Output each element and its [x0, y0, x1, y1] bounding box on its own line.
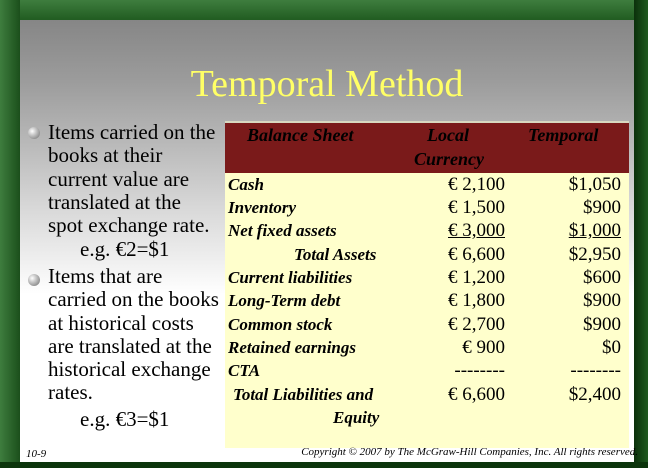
row-label-cash: Cash	[228, 175, 264, 194]
slide-title: Temporal Method	[190, 63, 464, 105]
frame-top-border	[0, 0, 648, 20]
page-number: 10-9	[26, 448, 47, 460]
row-label-cta: CTA	[228, 361, 261, 380]
header-currency: Currency	[414, 149, 485, 169]
row-label-total-assets: Total Assets	[294, 245, 377, 264]
row-local-current-liabilities: € 1,200	[448, 267, 505, 288]
header-balance-sheet: Balance Sheet	[247, 125, 354, 145]
row-label-net-fixed-assets: Net fixed assets	[228, 221, 337, 240]
row-local-cash: € 2,100	[448, 174, 505, 195]
row-temporal-current-liabilities: $600	[583, 267, 621, 288]
row-temporal-long-term-debt: $900	[583, 290, 621, 311]
bullet-icon	[28, 127, 40, 139]
row-temporal-total-liabilities-equity: $2,400	[568, 384, 621, 405]
slide-canvas	[20, 20, 634, 462]
bullet-icon	[28, 274, 40, 286]
bullet-example-2: e.g. €3=$1	[80, 407, 170, 431]
row-local-common-stock: € 2,700	[448, 314, 505, 335]
bullet-example-1: e.g. €2=$1	[80, 237, 170, 261]
row-local-total-assets: € 6,600	[448, 244, 505, 265]
bullet-text-2: Items that are carried on the books at historical costs are translated at the historical exchange rates.	[48, 264, 219, 405]
row-local-inventory: € 1,500	[448, 197, 505, 218]
frame-bottom-border	[0, 462, 648, 468]
balance-sheet-table	[225, 121, 629, 448]
row-temporal-common-stock: $900	[583, 314, 621, 335]
row-label-current-liabilities: Current liabilities	[228, 268, 353, 287]
row-label-inventory: Inventory	[228, 198, 296, 217]
row-label-common-stock: Common stock	[228, 315, 333, 334]
row-local-total-liabilities-equity: € 6,600	[448, 384, 505, 405]
row-local-retained-earnings: € 900	[462, 337, 505, 358]
row-local-net-fixed-assets: € 3,000	[448, 220, 505, 241]
frame-left-border	[0, 0, 20, 468]
header-temporal: Temporal	[528, 125, 599, 145]
row-local-long-term-debt: € 1,800	[448, 290, 505, 311]
row-temporal-total-assets: $2,950	[568, 244, 621, 265]
row-temporal-cta: --------	[570, 360, 621, 381]
row-temporal-retained-earnings: $0	[602, 337, 621, 358]
copyright-notice: Copyright © 2007 by The McGraw-Hill Companies, Inc. All rights reserved.	[301, 446, 638, 458]
row-label-long-term-debt: Long-Term debt	[228, 291, 341, 310]
bullet-text-1: Items carried on the books at their current value are translated at the spot exchange rate.	[48, 120, 216, 238]
frame-right-border	[634, 0, 648, 468]
row-temporal-net-fixed-assets: $1,000	[568, 220, 621, 241]
row-temporal-cash: $1,050	[568, 174, 621, 195]
row-local-cta: --------	[454, 360, 505, 381]
header-local: Local	[427, 125, 469, 145]
row-label-retained-earnings: Retained earnings	[228, 338, 356, 357]
row-temporal-inventory: $900	[583, 197, 621, 218]
row-label-equity: Equity	[333, 408, 380, 427]
row-label-total-liabilities: Total Liabilities and	[233, 385, 374, 404]
